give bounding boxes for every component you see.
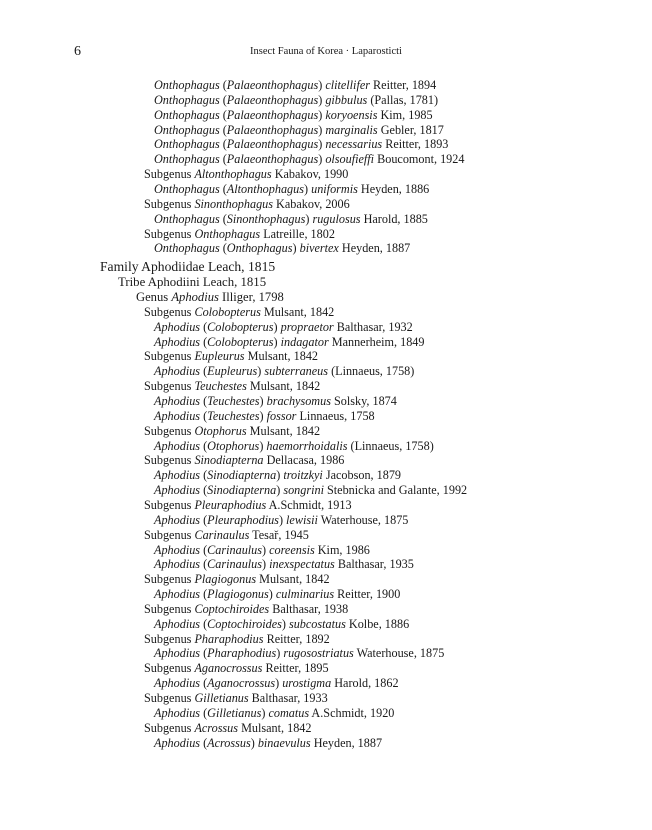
subgenus-entry	[144, 720, 311, 736]
text-run: (Linnaeus, 1758)	[328, 364, 415, 379]
text-run: (	[200, 408, 208, 423]
subgenus-entry	[144, 497, 352, 513]
text-run: Subgenus	[144, 349, 195, 364]
text-run: (	[200, 468, 208, 483]
text-run: (	[219, 152, 227, 167]
subgenus-entry	[144, 304, 334, 320]
species-entry	[154, 467, 401, 483]
text-run: (	[219, 211, 227, 226]
text-run: Subgenus	[144, 720, 195, 735]
italic-name: Aphodius	[154, 468, 201, 483]
italic-name: Aphodius	[154, 319, 201, 334]
text-run: Subgenus	[144, 167, 195, 182]
italic-name: fossor	[266, 408, 297, 423]
italic-name: Aphodius	[154, 394, 201, 408]
italic-name: haemorrhoidalis	[266, 438, 348, 453]
species-entry	[154, 107, 433, 123]
species-entry	[154, 136, 448, 152]
text-run: (	[219, 92, 227, 107]
text-run: Genus	[136, 290, 172, 305]
text-run: Kabakov, 2006	[273, 196, 350, 211]
text-run: Mulsant, 1842	[246, 379, 321, 394]
text-run: (	[200, 587, 208, 602]
italic-name: rugosostriatus	[283, 646, 354, 661]
text-run: Subgenus	[144, 661, 195, 676]
subgenus-entry	[144, 660, 329, 676]
text-run: (	[219, 241, 227, 256]
text-run: )	[318, 92, 326, 107]
italic-name: Otophorus	[194, 423, 247, 438]
text-run: Subgenus	[144, 304, 195, 319]
italic-name: Aphodius	[154, 646, 201, 661]
text-run: )	[281, 616, 289, 631]
italic-name: Altonthophagus	[226, 181, 304, 196]
italic-name: Palaeonthophagus	[226, 137, 319, 152]
italic-name: indagator	[280, 334, 329, 349]
text-run: Subgenus	[144, 601, 195, 616]
italic-name: Aphodius	[154, 364, 201, 379]
text-run: )	[276, 483, 284, 498]
text-run: Latreille, 1802	[260, 226, 335, 241]
running-head: Insect Fauna of Korea · Laparosticti	[250, 46, 402, 57]
italic-name: bivertex	[299, 241, 339, 256]
italic-name: Onthophagus	[154, 122, 220, 137]
text-run: Heyden, 1886	[357, 181, 430, 196]
text-run: Jacobson, 1879	[322, 468, 402, 483]
text-run: Balthasar, 1933	[248, 691, 328, 705]
italic-name: Palaeonthophagus	[226, 122, 319, 137]
italic-name: Plagiogonus	[194, 572, 257, 587]
subgenus-entry	[144, 601, 348, 617]
italic-name: Aphodius	[154, 735, 201, 750]
text-run: Mannerheim, 1849	[328, 334, 425, 349]
italic-name: brachysomus	[266, 394, 331, 408]
text-run: Kim, 1985	[377, 107, 433, 122]
italic-name: Aphodius	[154, 334, 201, 349]
italic-name: coreensis	[269, 542, 315, 557]
italic-name: Coptochiroides	[207, 616, 282, 631]
italic-name: Palaeonthophagus	[226, 78, 319, 92]
text-run: (	[200, 705, 208, 720]
italic-name: Palaeonthophagus	[226, 152, 319, 167]
italic-name: Onthophagus	[154, 181, 220, 196]
text-run: Gebler, 1817	[377, 122, 444, 137]
italic-name: Teuchestes	[194, 379, 247, 394]
italic-name: Carinaulus	[194, 527, 250, 542]
text-run: )	[275, 676, 283, 691]
italic-name: Aphodius	[154, 483, 201, 498]
text-run: )	[318, 137, 326, 152]
italic-name: Acrossus	[194, 720, 239, 735]
italic-name: Plagiogonus	[207, 587, 269, 602]
text-run: Dellacasa, 1986	[263, 453, 345, 468]
species-entry	[154, 675, 399, 691]
species-entry	[154, 319, 413, 335]
italic-name: propraetor	[280, 319, 334, 334]
text-run: Tesař, 1945	[249, 527, 309, 542]
text-run: )	[259, 394, 267, 408]
genus-entry	[136, 289, 284, 305]
text-run: )	[259, 408, 267, 423]
text-run: )	[276, 468, 284, 483]
text-run: Subgenus	[144, 691, 195, 705]
italic-name: Teuchestes	[207, 408, 260, 423]
italic-name: songrini	[283, 483, 324, 498]
italic-name: Colobopterus	[194, 304, 261, 319]
species-entry	[154, 77, 436, 93]
species-entry	[154, 556, 414, 572]
text-run: Heyden, 1887	[310, 735, 383, 750]
italic-name: Aphodius	[154, 557, 201, 572]
text-run: )	[304, 181, 312, 196]
text-run: Subgenus	[144, 572, 195, 587]
text-run: (	[200, 438, 208, 453]
text-run: Mulsant, 1842	[238, 720, 312, 735]
italic-name: subcostatus	[288, 616, 346, 631]
italic-name: Aphodius	[154, 705, 201, 720]
text-run: (	[200, 334, 208, 349]
italic-name: Pleuraphodius	[194, 497, 267, 512]
italic-name: Sinodiapterna	[207, 468, 277, 483]
text-run: Harold, 1862	[331, 676, 399, 691]
species-entry	[154, 735, 382, 751]
text-run: Subgenus	[144, 497, 195, 512]
text-run: Waterhouse, 1875	[317, 512, 409, 527]
text-run: Mulsant, 1842	[256, 572, 330, 587]
text-run: Family Aphodiidae Leach, 1815	[100, 259, 276, 275]
italic-name: Aphodius	[171, 290, 219, 305]
italic-name: Otophorus	[207, 438, 260, 453]
text-run: (	[200, 394, 208, 408]
italic-name: Palaeonthophagus	[226, 107, 319, 122]
italic-name: rugulosus	[312, 211, 361, 226]
italic-name: Altonthophagus	[194, 167, 272, 182]
text-run: )	[292, 241, 300, 256]
species-entry	[154, 240, 410, 256]
italic-name: Aphodius	[154, 676, 201, 691]
text-run: )	[318, 152, 326, 167]
text-run: Kolbe, 1886	[345, 616, 410, 631]
species-entry	[154, 438, 434, 454]
text-run: Reitter, 1895	[262, 661, 329, 676]
italic-name: necessarius	[325, 137, 383, 152]
italic-name: koryoensis	[325, 107, 378, 122]
italic-name: Onthophagus	[154, 211, 220, 226]
subgenus-entry	[144, 631, 330, 647]
text-run: (	[200, 483, 208, 498]
species-entry	[154, 645, 444, 661]
italic-name: Colobopterus	[207, 319, 274, 334]
italic-name: Pharaphodius	[194, 631, 264, 646]
italic-name: lewisii	[286, 512, 318, 527]
text-run: (	[200, 646, 208, 661]
text-run: Balthasar, 1932	[333, 319, 413, 334]
italic-name: olsoufieffi	[325, 152, 375, 167]
page-number: 6	[74, 44, 81, 59]
italic-name: Pharaphodius	[207, 646, 277, 661]
text-run: Balthasar, 1935	[334, 557, 414, 572]
italic-name: Onthophagus	[154, 78, 220, 92]
text-run: )	[261, 705, 269, 720]
species-entry	[154, 512, 408, 528]
text-run: (	[219, 78, 227, 92]
subgenus-entry	[144, 378, 320, 394]
italic-name: Onthophagus	[154, 137, 220, 152]
species-entry	[154, 705, 394, 721]
text-run: (	[200, 512, 208, 527]
text-run: (	[219, 122, 227, 137]
text-run: Mulsant, 1842	[246, 423, 321, 438]
species-entry	[154, 393, 397, 409]
text-run: (Linnaeus, 1758)	[347, 438, 434, 453]
text-run: Stebnicka and Galante, 1992	[323, 483, 468, 498]
italic-name: Teuchestes	[207, 394, 260, 408]
italic-name: Acrossus	[207, 735, 251, 750]
text-run: )	[268, 587, 276, 602]
family-entry	[100, 259, 275, 275]
italic-name: Sinonthophagus	[194, 196, 273, 211]
species-entry	[154, 586, 400, 602]
italic-name: Aphodius	[154, 408, 201, 423]
text-run: (	[200, 616, 208, 631]
italic-name: Palaeonthophagus	[226, 92, 319, 107]
text-run: Tribe Aphodiini Leach, 1815	[118, 275, 267, 290]
species-entry	[154, 151, 464, 167]
italic-name: Onthophagus	[194, 226, 261, 241]
text-run: Reitter, 1894	[370, 78, 437, 92]
text-run: (Pallas, 1781)	[367, 92, 439, 107]
italic-name: uniformis	[311, 181, 358, 196]
text-run: Subgenus	[144, 631, 195, 646]
italic-name: Sinonthophagus	[226, 211, 306, 226]
species-entry	[154, 363, 414, 379]
italic-name: Onthophagus	[154, 152, 220, 167]
text-run: (	[219, 181, 227, 196]
text-run: (	[219, 137, 227, 152]
text-run: )	[273, 334, 281, 349]
italic-name: Aphodius	[154, 438, 201, 453]
text-run: A.Schmidt, 1920	[309, 705, 395, 720]
text-run: )	[318, 107, 326, 122]
italic-name: Gilletianus	[194, 691, 249, 705]
text-run: (	[200, 542, 208, 557]
italic-name: Aphodius	[154, 616, 201, 631]
text-run: (	[200, 364, 208, 379]
italic-name: Coptochiroides	[194, 601, 270, 616]
italic-name: Onthophagus	[226, 241, 293, 256]
text-run: )	[276, 646, 284, 661]
species-entry	[154, 181, 429, 197]
text-run: )	[278, 512, 287, 527]
subgenus-entry	[144, 452, 344, 468]
subgenus-entry	[144, 226, 335, 242]
text-run: Subgenus	[144, 527, 195, 542]
species-entry	[154, 482, 467, 498]
text-run: Reitter, 1893	[382, 137, 449, 152]
subgenus-entry	[144, 690, 328, 706]
italic-name: Aphodius	[154, 512, 201, 527]
text-run: )	[318, 122, 326, 137]
text-run: Subgenus	[144, 453, 195, 468]
text-run: Subgenus	[144, 379, 195, 394]
text-run: (	[200, 319, 208, 334]
italic-name: Onthophagus	[154, 241, 220, 256]
italic-name: Aphodius	[154, 542, 201, 557]
italic-name: Gilletianus	[207, 705, 262, 720]
text-run: Subgenus	[144, 423, 195, 438]
text-run: )	[318, 78, 326, 92]
italic-name: Eupleurus	[207, 364, 258, 379]
text-run: (	[200, 557, 208, 572]
text-run: Solsky, 1874	[330, 394, 397, 408]
italic-name: subterraneus	[264, 364, 329, 379]
subgenus-entry	[144, 196, 350, 212]
species-entry	[154, 334, 425, 350]
italic-name: binaevulus	[257, 735, 311, 750]
italic-name: Colobopterus	[207, 334, 274, 349]
text-run: )	[273, 319, 281, 334]
italic-name: comatus	[268, 705, 310, 720]
text-run: Mulsant, 1842	[260, 304, 335, 319]
text-run: Harold, 1885	[360, 211, 428, 226]
text-run: Subgenus	[144, 196, 195, 211]
subgenus-entry	[144, 348, 318, 364]
subgenus-entry	[144, 166, 348, 182]
text-run: Linnaeus, 1758	[296, 408, 375, 423]
species-entry	[154, 408, 375, 424]
text-run: (	[200, 676, 208, 691]
italic-name: Aganocrossus	[207, 676, 276, 691]
italic-name: Eupleurus	[194, 349, 245, 364]
italic-name: Onthophagus	[154, 92, 220, 107]
text-run: Kim, 1986	[314, 542, 370, 557]
text-run: A.Schmidt, 1913	[266, 497, 352, 512]
text-run: Mulsant, 1842	[244, 349, 319, 364]
text-run: (	[219, 107, 227, 122]
italic-name: Pleuraphodius	[207, 512, 279, 527]
text-run: )	[257, 364, 265, 379]
subgenus-entry	[144, 527, 309, 543]
species-entry	[154, 211, 428, 227]
text-run: Kabakov, 1990	[271, 167, 349, 182]
tribe-entry	[118, 274, 266, 290]
text-run: Subgenus	[144, 226, 195, 241]
italic-name: urostigma	[282, 676, 332, 691]
species-entry	[154, 122, 444, 138]
text-run: (	[200, 735, 208, 750]
italic-name: culminarius	[275, 587, 335, 602]
italic-name: marginalis	[325, 122, 378, 137]
text-run: Waterhouse, 1875	[353, 646, 445, 661]
text-run: Heyden, 1887	[338, 241, 411, 256]
text-run: )	[262, 557, 270, 572]
italic-name: Carinaulus	[207, 542, 263, 557]
text-run: )	[259, 438, 267, 453]
text-run: Illiger, 1798	[218, 290, 284, 305]
italic-name: Carinaulus	[207, 557, 263, 572]
species-entry	[154, 542, 370, 558]
italic-name: Aganocrossus	[194, 661, 263, 676]
italic-name: inexspectatus	[269, 557, 335, 572]
italic-name: Sinodiapterna	[207, 483, 277, 498]
italic-name: Sinodiapterna	[194, 453, 264, 468]
text-run: Boucomont, 1924	[374, 152, 465, 167]
text-run: Reitter, 1892	[263, 631, 330, 646]
italic-name: clitellifer	[325, 78, 370, 92]
text-run: Reitter, 1900	[334, 587, 401, 602]
text-run: )	[262, 542, 270, 557]
text-run: )	[250, 735, 258, 750]
subgenus-entry	[144, 423, 320, 439]
species-entry	[154, 616, 409, 632]
text-run: )	[305, 211, 313, 226]
italic-name: troitzkyi	[283, 468, 323, 483]
italic-name: gibbulus	[325, 92, 368, 107]
italic-name: Aphodius	[154, 587, 201, 602]
italic-name: Onthophagus	[154, 107, 220, 122]
species-entry	[154, 92, 438, 108]
subgenus-entry	[144, 571, 330, 587]
text-run: Balthasar, 1938	[269, 601, 349, 616]
